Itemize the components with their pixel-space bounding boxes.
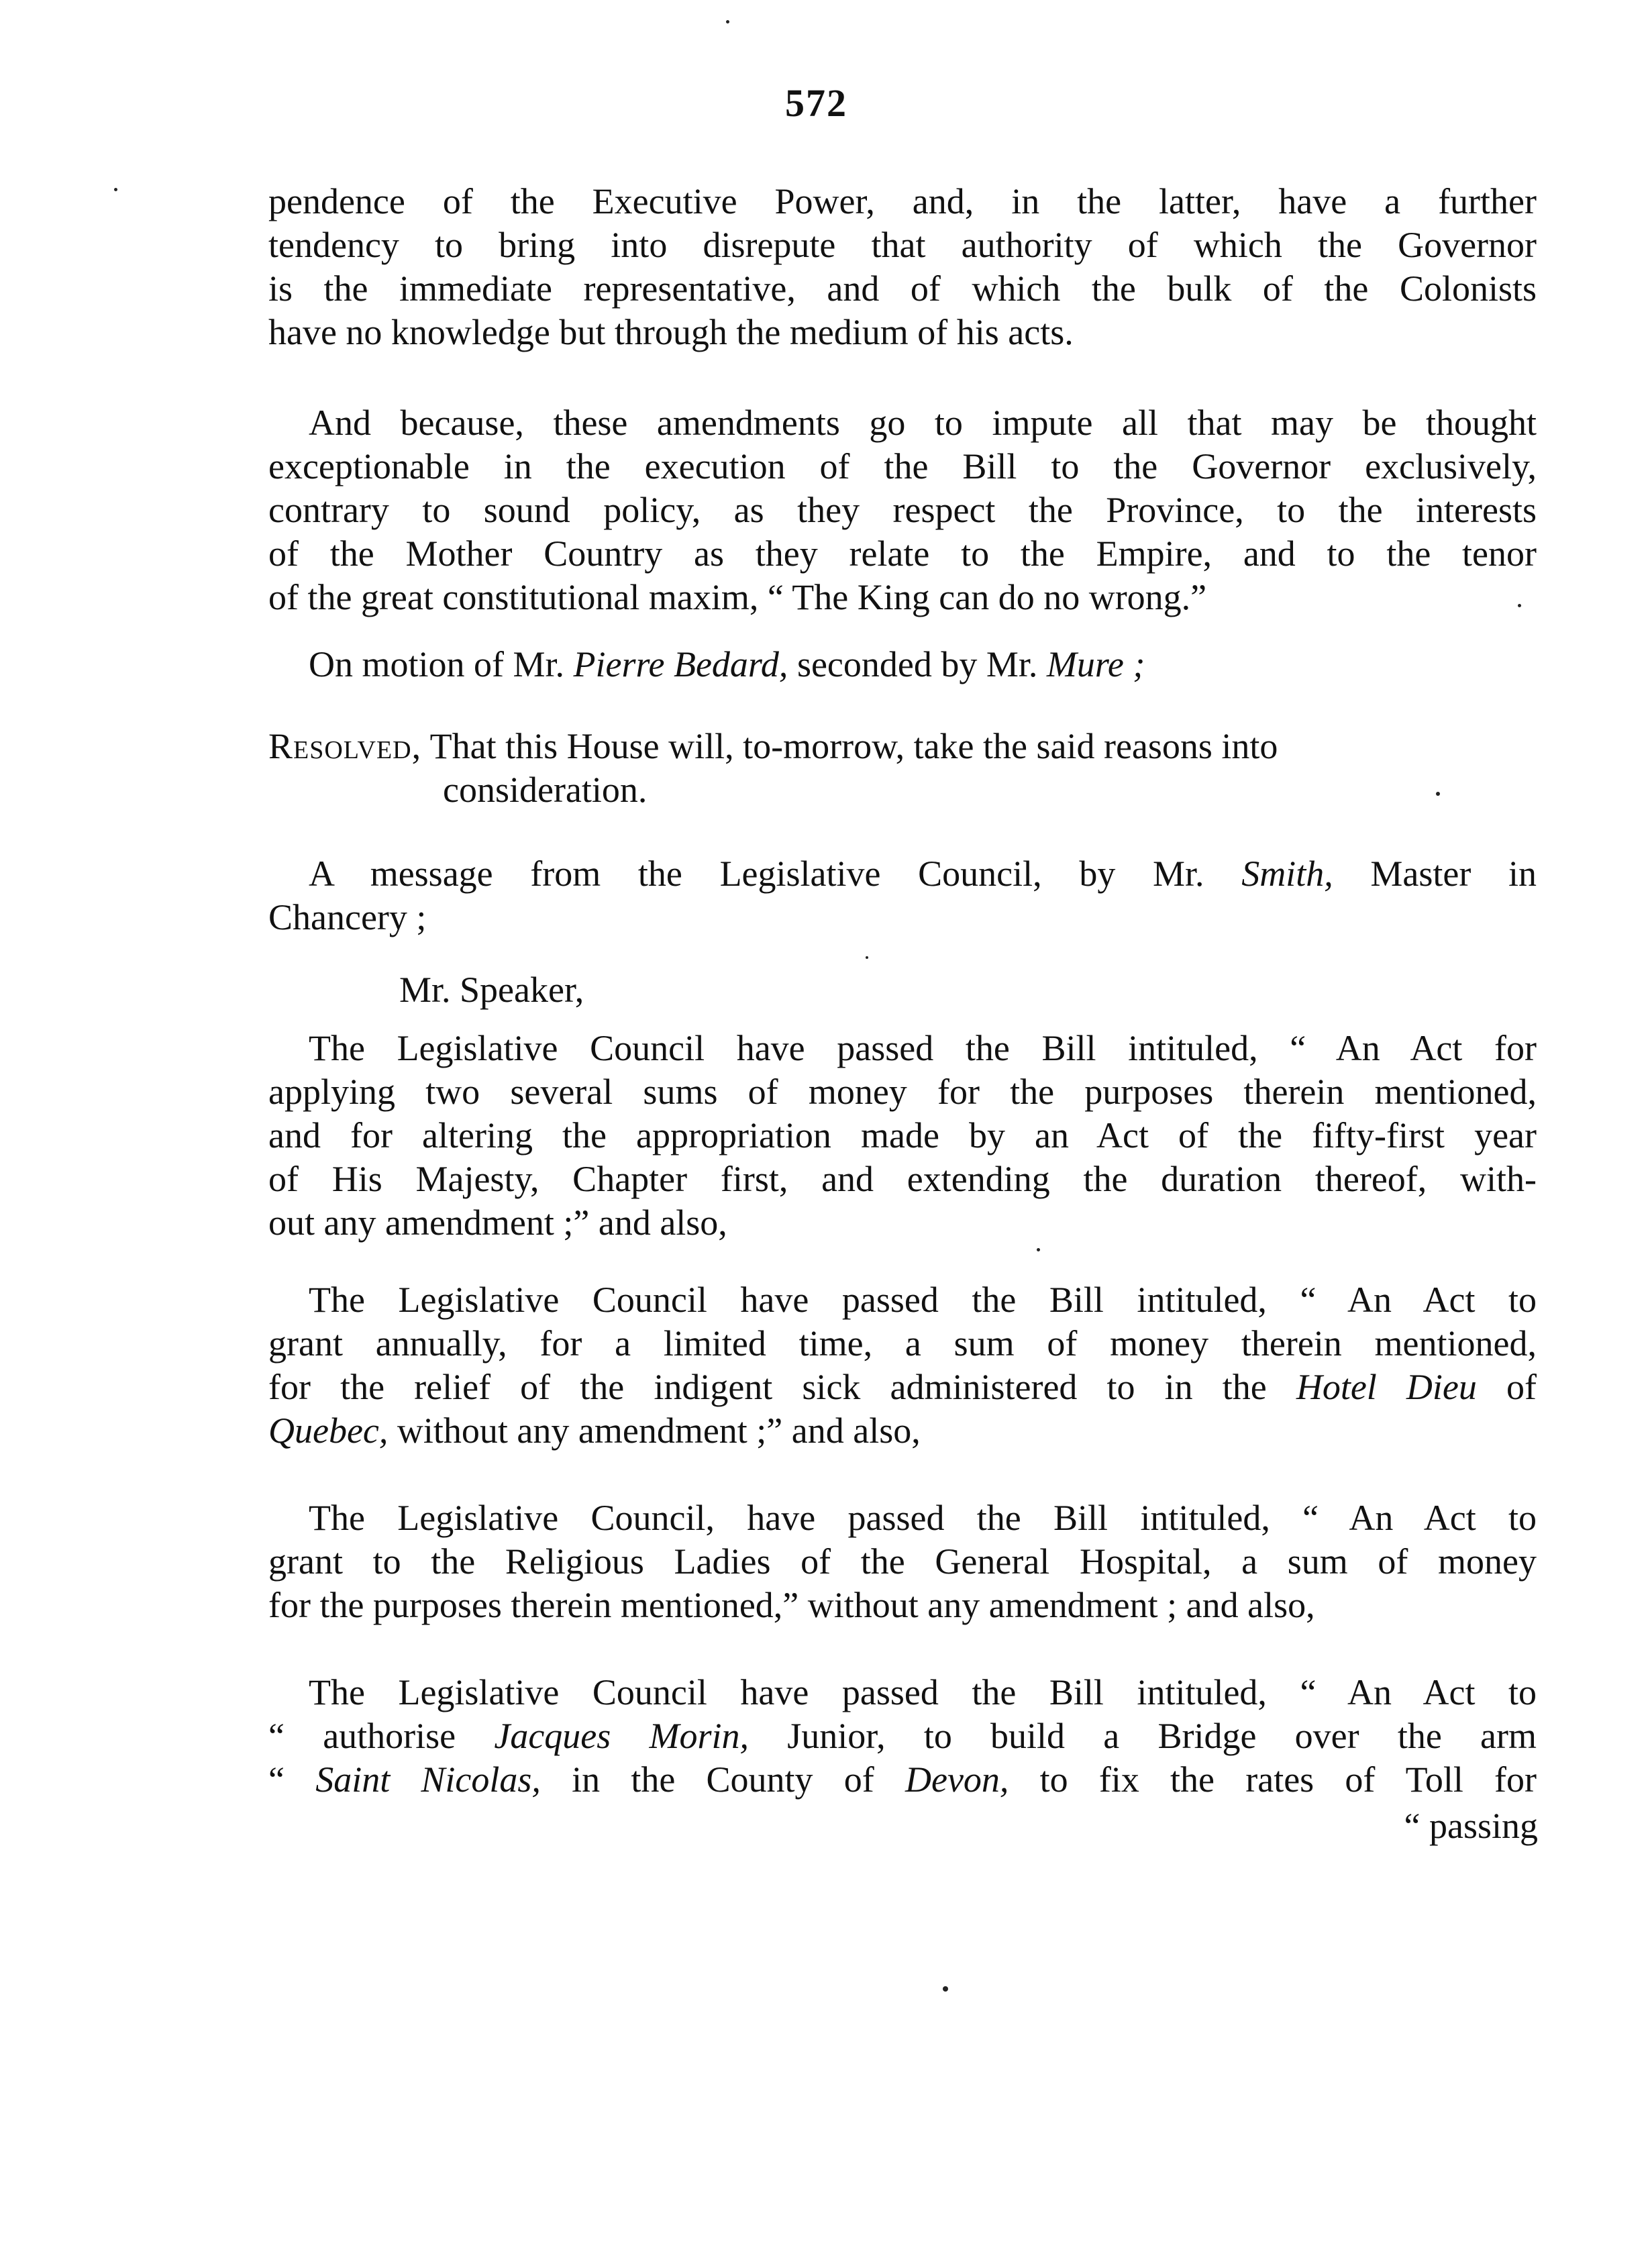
text-line: The Legislative Council, have passed the Bill intituled, “ An Act to	[309, 1498, 1537, 1538]
text-line: for the purposes therein mentioned,” without any amendment ; and also,	[268, 1585, 1315, 1625]
scan-speck	[1518, 604, 1521, 607]
message-suffix: Master in	[1333, 854, 1537, 894]
text-line: have no knowledge but through the medium of his acts.	[268, 312, 1074, 352]
paragraph-amendments	[268, 401, 1537, 619]
person-jacques-morin: Jacques Morin,	[494, 1716, 750, 1756]
resolved-continuation: consideration.	[443, 770, 648, 810]
scan-speck	[943, 1986, 948, 1992]
text-line: applying two several sums of money for the purposes therein mentioned,	[268, 1072, 1537, 1112]
message-intro	[268, 852, 1537, 939]
text-line: tendency to bring into disrepute that authority of which the Governor	[268, 225, 1537, 265]
page-number: 572	[785, 81, 847, 125]
p6-line2-prefix: “ authorise	[268, 1716, 495, 1756]
resolved-keyword: Resolved,	[268, 726, 422, 766]
text-line: Chancery ;	[268, 897, 427, 937]
paragraph-general-hospital	[268, 1496, 1537, 1627]
text-line: The Legislative Council have passed the Bill intituled, “ An Act to	[309, 1280, 1537, 1320]
place-quebec: Quebec,	[268, 1410, 389, 1451]
catchword: “ passing	[1404, 1806, 1538, 1846]
p6-line3-prefix: “	[268, 1759, 316, 1800]
text-line: grant annually, for a limited time, a sum of money therein mentioned,	[268, 1323, 1537, 1363]
text-line: And because, these amendments go to impute all that may be thought	[309, 403, 1537, 443]
scan-speck	[866, 956, 868, 959]
p4-line3-suffix: of	[1476, 1367, 1537, 1407]
resolution	[268, 725, 1537, 812]
p4-line3-prefix: for the relief of the indigent sick administered to in the	[268, 1367, 1296, 1407]
place-saint-nicolas: Saint Nicolas,	[315, 1759, 541, 1800]
text-line: and for altering the appropriation made by an Act of the fifty-first year	[268, 1115, 1537, 1155]
text-line: is the immediate representative, and of which the bulk of the Colonists	[268, 268, 1537, 309]
text-line: pendence of the Executive Power, and, in the latter, have a further	[268, 181, 1537, 221]
text-line: of the Mother Country as they relate to the Empire, and to the tenor	[268, 533, 1537, 574]
text-line: contrary to sound policy, as they respect the Province, to the interests	[268, 490, 1537, 530]
seconder-name: Mure ;	[1046, 644, 1145, 684]
p6-line3-suffix: to fix the rates of Toll for	[1009, 1759, 1537, 1800]
message-prefix: A message from the Legislative Council, by Mr.	[309, 854, 1242, 894]
p4-line4-suffix: without any amendment ;” and also,	[388, 1410, 921, 1451]
paragraph-bridge	[268, 1671, 1537, 1802]
motion-middle: seconded by Mr.	[788, 644, 1047, 684]
text-line	[268, 1758, 1537, 1802]
text-line: The Legislative Council have passed the Bill intituled, “ An Act for	[309, 1028, 1537, 1068]
text-line: out any amendment ;” and also,	[268, 1202, 727, 1243]
speaker-salutation: Mr. Speaker,	[399, 970, 584, 1010]
text-line	[268, 726, 1278, 766]
text-line	[268, 643, 1537, 686]
messenger-name: Smith,	[1241, 854, 1333, 894]
text-line: grant to the Religious Ladies of the General Hospital, a sum of money	[268, 1541, 1537, 1582]
scan-speck	[114, 188, 117, 191]
text-line	[268, 1409, 1537, 1453]
scan-speck	[1037, 1248, 1040, 1251]
text-line: of His Majesty, Chapter first, and extending the duration thereof, with-	[268, 1159, 1537, 1199]
place-devon: Devon,	[905, 1759, 1009, 1800]
paragraph-hotel-dieu	[268, 1278, 1537, 1453]
mover-name: Pierre Bedard,	[573, 644, 788, 684]
text-line	[268, 1366, 1537, 1409]
motion-prefix: On motion of Mr.	[309, 644, 574, 684]
text-line	[268, 1714, 1537, 1758]
text-line	[268, 852, 1537, 896]
scan-speck	[726, 20, 729, 23]
p6-line2-suffix: Junior, to build a Bridge over the arm	[749, 1716, 1537, 1756]
motion-line	[268, 643, 1537, 686]
place-hotel-dieu: Hotel Dieu	[1296, 1367, 1477, 1407]
resolved-text: That this House will, to-morrow, take the said reasons into	[421, 726, 1278, 766]
text-line: The Legislative Council have passed the Bill intituled, “ An Act to	[309, 1672, 1537, 1712]
scan-speck	[1436, 792, 1440, 796]
paragraph-applying-sums	[268, 1027, 1537, 1245]
p6-line3-mid: in the County of	[540, 1759, 905, 1800]
paragraph-executive-power	[268, 180, 1537, 354]
text-line: exceptionable in the execution of the Bill to the Governor exclusively,	[268, 446, 1537, 486]
text-line: of the great constitutional maxim, “ The King can do no wrong.”	[268, 577, 1207, 617]
